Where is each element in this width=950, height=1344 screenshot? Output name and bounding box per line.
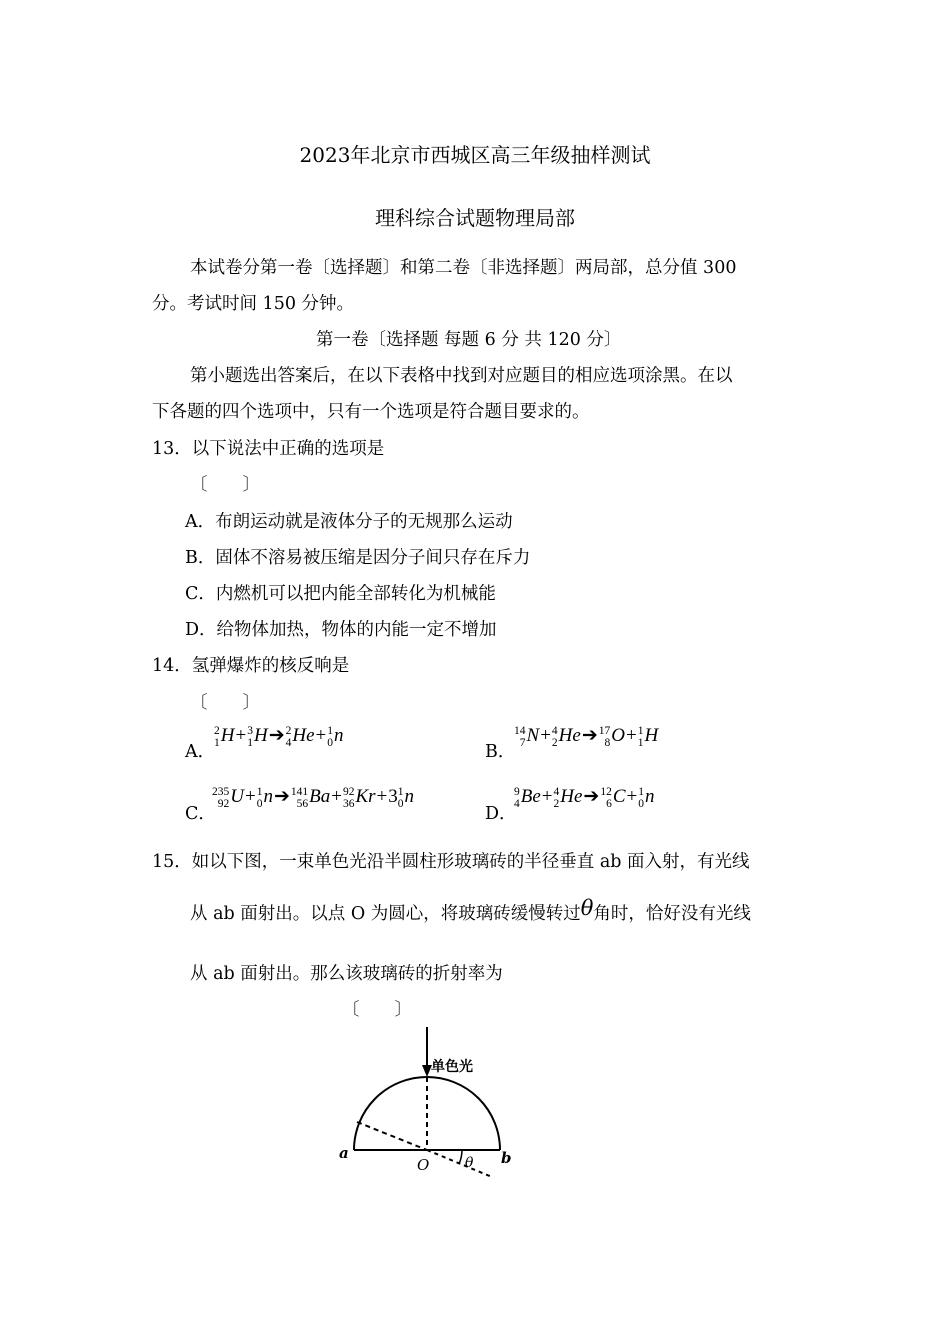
question-13-option-b: B．固体不溶易被压缩是因分子间只存在斥力 — [185, 548, 531, 568]
atomic-number: 36 — [342, 797, 355, 810]
atomic-number: 92 — [217, 797, 230, 810]
element-symbol: Ba — [309, 786, 331, 807]
nuclide-indices — [514, 786, 520, 810]
nuclide-indices — [514, 725, 526, 749]
element-symbol: n — [645, 786, 655, 807]
atomic-number: 0 — [256, 797, 263, 810]
atomic-number: 0 — [327, 736, 333, 749]
element-symbol: C — [612, 786, 626, 807]
element-symbol: O — [611, 725, 625, 746]
element-symbol: n — [333, 725, 344, 746]
atomic-number: 1 — [214, 736, 220, 749]
light-label: 单色光 — [431, 1059, 473, 1075]
plus-sign: + — [376, 786, 388, 807]
nuclide-indices — [291, 786, 308, 810]
reaction-arrow: ➔ — [268, 725, 285, 746]
question-15-answer-paren: 〔 〕 — [342, 1000, 412, 1020]
question-14-equation-b — [514, 724, 658, 749]
atomic-number: 6 — [606, 797, 612, 810]
atomic-number: 4 — [514, 797, 520, 810]
atomic-number: 2 — [551, 736, 558, 749]
mass-number: 3 — [247, 724, 253, 737]
atomic-number: 56 — [296, 797, 309, 810]
nuclide-indices — [214, 725, 220, 749]
question-14-stem: 14．氢弹爆炸的核反响是 — [152, 656, 350, 676]
mass-number: 2 — [285, 724, 292, 737]
mass-number: 2 — [214, 724, 220, 737]
nuclide-indices — [398, 786, 404, 810]
section-heading: 第一卷〔选择题 每题 6 分 共 120 分〕 — [316, 330, 622, 350]
glass-brick-diagram — [330, 1025, 530, 1185]
coefficient: 3 — [388, 786, 398, 807]
mass-number: 17 — [598, 724, 611, 737]
mass-number: 235 — [212, 785, 230, 798]
mass-number: 1 — [327, 724, 333, 737]
mass-number: 9 — [514, 785, 520, 798]
atomic-number: 7 — [519, 736, 526, 749]
element-symbol: He — [558, 725, 581, 746]
nuclide-indices — [343, 786, 355, 810]
plus-sign: + — [244, 786, 256, 807]
mass-number: 1 — [637, 724, 644, 737]
mass-number: 1 — [638, 785, 644, 798]
atomic-number: 8 — [604, 736, 611, 749]
question-15-line-1: 15．如以下图，一束单色光沿半圆柱形玻璃砖的半径垂直 ab 面入射，有光线 — [152, 852, 750, 872]
question-14-equation-c — [212, 785, 414, 810]
label-b: b — [501, 1149, 512, 1167]
label-theta: θ — [465, 1155, 474, 1171]
nuclide-indices — [257, 786, 263, 810]
label-a: a — [339, 1144, 349, 1162]
atomic-number: 2 — [553, 797, 560, 810]
question-15-line-2-start: 从 ab 面射出。以点 O 为圆心，将玻璃砖缓慢转过 — [190, 904, 581, 924]
question-13-option-d: D．给物体加热，物体的内能一定不增加 — [185, 620, 497, 640]
plus-sign: + — [625, 725, 637, 746]
element-symbol: H — [644, 725, 659, 746]
nuclide-indices — [212, 786, 229, 810]
nuclide-indices — [247, 725, 253, 749]
plus-sign: + — [235, 725, 247, 746]
element-symbol: U — [230, 786, 244, 807]
reaction-arrow: ➔ — [581, 725, 598, 746]
nuclide-indices — [554, 786, 560, 810]
question-15-line-3: 从 ab 面射出。那么该玻璃砖的折射率为 — [190, 964, 503, 984]
atomic-number: 4 — [285, 736, 292, 749]
question-13-stem: 13．以下说法中正确的选项是 — [152, 439, 385, 459]
nuclide-indices — [600, 786, 612, 810]
mass-number: 141 — [290, 785, 309, 798]
question-13-option-c: C．内燃机可以把内能全部转化为机械能 — [185, 584, 496, 604]
intro-line-2: 分。考试时间 150 分钟。 — [152, 294, 355, 314]
mass-number: 1 — [397, 785, 404, 798]
mass-number: 14 — [514, 724, 526, 737]
reaction-arrow: ➔ — [583, 786, 600, 807]
theta-symbol: θ — [580, 896, 594, 920]
theta-angle-arc — [459, 1150, 462, 1164]
element-symbol: He — [292, 725, 315, 746]
mass-number: 1 — [256, 785, 263, 798]
plus-sign: + — [315, 725, 327, 746]
mass-number: 92 — [342, 785, 355, 798]
element-symbol: n — [404, 786, 414, 807]
element-symbol: N — [526, 725, 540, 746]
nuclide-indices — [286, 725, 292, 749]
question-15-line-2 — [190, 896, 751, 925]
question-13-answer-paren: 〔 〕 — [190, 475, 260, 495]
question-15-line-2-end: 角时，恰好没有光线 — [593, 904, 751, 924]
element-symbol: Kr — [355, 786, 376, 807]
atomic-number: 1 — [637, 736, 644, 749]
element-symbol: He — [560, 786, 583, 807]
nuclide-indices — [552, 725, 558, 749]
element-symbol: Be — [520, 786, 541, 807]
reaction-arrow: ➔ — [273, 786, 290, 807]
mass-number: 4 — [553, 785, 560, 798]
question-14-answer-paren: 〔 〕 — [190, 693, 260, 713]
question-14-label-c: C． — [185, 804, 216, 824]
plus-sign: + — [626, 786, 638, 807]
page-title: 2023年北京市西城区高三年级抽样测试 — [299, 143, 651, 167]
question-13-option-a: A．布朗运动就是液体分子的无规那么运动 — [185, 512, 513, 532]
page-subtitle: 理科综合试题物理局部 — [375, 206, 575, 230]
nuclide-indices — [599, 725, 611, 749]
plus-sign: + — [540, 725, 551, 746]
intro-line-1: 本试卷分第一卷〔选择题〕和第二卷〔非选择题〕两局部，总分值 300 — [190, 258, 737, 278]
element-symbol: H — [220, 725, 235, 746]
instructions-line-2: 下各题的四个选项中，只有一个选项是符合题目要求的。 — [152, 402, 590, 422]
mass-number: 4 — [551, 724, 558, 737]
dashed-rotated-radius — [357, 1122, 427, 1150]
question-14-label-a: A． — [185, 742, 216, 762]
plus-sign: + — [541, 786, 553, 807]
instructions-line-1: 第小题选出答案后，在以下表格中找到对应题目的相应选项涂黑。在以 — [190, 366, 733, 386]
question-14-label-b: B． — [485, 742, 516, 762]
mass-number: 12 — [600, 785, 612, 798]
label-o: O — [417, 1156, 430, 1174]
element-symbol: H — [253, 725, 268, 746]
question-14-label-d: D． — [485, 804, 517, 824]
nuclide-indices — [327, 725, 333, 749]
question-14-equation-d — [514, 785, 655, 810]
element-symbol: n — [263, 786, 273, 807]
plus-sign: + — [331, 786, 342, 807]
atomic-number: 1 — [247, 736, 253, 749]
atomic-number: 0 — [638, 797, 644, 810]
nuclide-indices — [638, 725, 644, 749]
atomic-number: 0 — [397, 797, 404, 810]
nuclide-indices — [638, 786, 644, 810]
question-14-equation-a — [214, 724, 343, 749]
